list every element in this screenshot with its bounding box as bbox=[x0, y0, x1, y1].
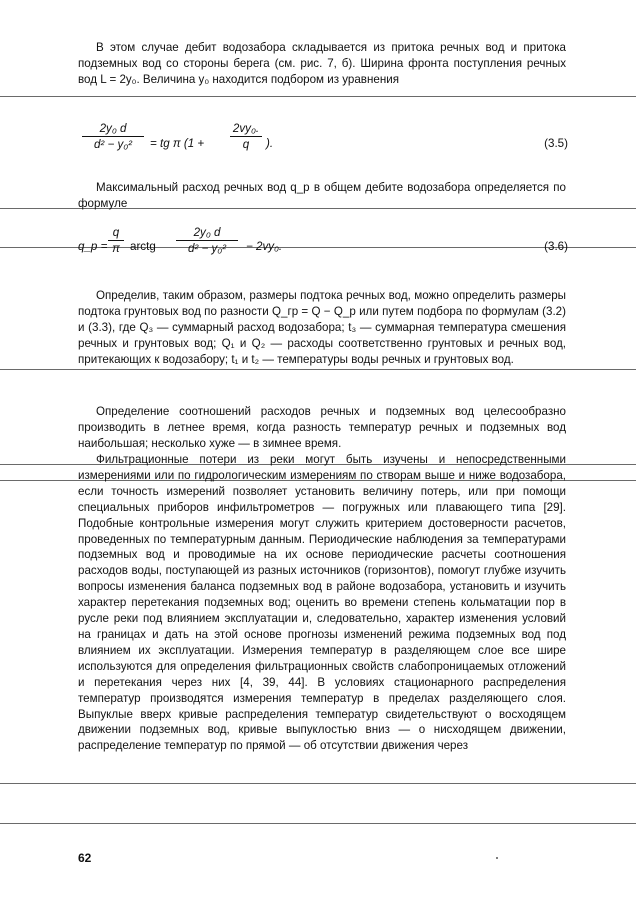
paragraph-seasonal-measurement: Определение соотношений расходов речных и подземных вод целесообразно производить в летнее время, когда разность температур речных и подземных вод наибольшая; несколько хуже — в зимнее время. bbox=[78, 405, 566, 450]
eq1-numerator: 2y₀ d bbox=[99, 122, 127, 135]
paragraph-groundwater-inflow: Определив, таким образом, размеры подтока речных вод, можно определить размеры подтока грунтовых вод по разности Q_гр = Q − Q_р или путем подбора по формулам (3.2) и (3.3), где Q₃ — суммарный расход водозабора; t₃ — суммарная температура смешения речных и грунтовых вод; Q₁ и Q₂ — расходы соответственно грунтовых и речных вод, притекающих к водозабору; t₁ и t₂ — температуры воды речных и грунтовых вод. bbox=[78, 289, 566, 366]
eq1-middle: = tg π (1 + bbox=[150, 137, 205, 150]
eq1-denominator: d² − y₀² bbox=[93, 138, 133, 151]
eq2-fraction-2 bbox=[176, 226, 238, 255]
eq1-inner-fraction bbox=[230, 122, 262, 151]
paragraph-filtration-losses: Фильтрационные потери из реки могут быть изучены и непосредственными измерениями или по гидрологическим измерениям по створам выше и ниже водозабора, если точность измерений позволяет установить величину потерь, или при помощи специальных приборов инфильтрометров — погружных или плавающего типа [29]. Подобные контрольные измерения могут служить критерием достоверности расчетов, проведенных по температурным данным. Периодические наблюдения за температурами подземных вод и проводимые на их основе периодические расчеты соотношения расходов воды, поступающей из разных источников (горизонтов), помогут глубже изучить вопросы изменения баланса подземных вод в районе водозабора, установить и изучить характер перетекания подземных вод; оценить во времени степень кольматации пор в русле реки под влиянием эксплуатации и, следовательно, характер изменения условий на границах и дать на этой основе прогнозы изменений режима подземных вод под влиянием их эксплуатации. Измерения температур в разделяющем слое все шире используются для определения фильтрационных свойств слабопроницаемых отложений и перетекания через них [4, 39, 44]. В условиях стационарного распределения температур производятся измерения температур в пределах разделяющего слоя. Выпуклые вверх кривые распределения температур свидетельствуют о восходящем движении подземных вод, кривые выпуклостью вниз — о нисходящем движении, распределение температур по прямой — об отсутствии движения через bbox=[78, 453, 566, 753]
page-number: 62 bbox=[78, 851, 92, 865]
equation-number-3-5: (3.5) bbox=[544, 137, 568, 150]
scan-line bbox=[0, 823, 636, 824]
eq2-tail: − 2vy₀. bbox=[246, 240, 283, 253]
eq1-tail: ). bbox=[266, 137, 274, 150]
eq1-inner-denominator: q bbox=[242, 138, 250, 151]
equation-number-3-6: (3.6) bbox=[544, 240, 568, 253]
eq2-frac1-denominator: π bbox=[112, 242, 120, 255]
scan-line bbox=[0, 369, 636, 370]
scan-speck bbox=[496, 857, 498, 859]
intro-paragraph: В этом случае дебит водозабора складывается из притока речных вод и притока подземных вод со стороны берега (см. рис. 7, б). Ширина фронта поступления речных вод L = 2y₀. Величина y₀ находится подбором из уравнения bbox=[78, 41, 566, 86]
eq2-arctg: arctg bbox=[130, 240, 156, 253]
paragraph-max-river-flow: Максимальный расход речных вод q_р в общем дебите водозабора определяется по формуле bbox=[78, 181, 566, 210]
eq2-frac2-numerator: 2y₀ d bbox=[193, 226, 221, 239]
scan-line bbox=[0, 96, 636, 97]
eq2-frac1-numerator: q bbox=[112, 226, 120, 239]
eq2-lhs: q_р = bbox=[78, 240, 108, 253]
eq1-fraction bbox=[82, 122, 144, 151]
eq2-frac2-denominator: d² − y₀² bbox=[187, 242, 227, 255]
eq1-inner-numerator: 2vy₀. bbox=[232, 122, 260, 135]
equation-3-6 bbox=[78, 226, 568, 272]
scan-line bbox=[0, 783, 636, 784]
eq2-fraction-1 bbox=[108, 226, 124, 255]
equation-3-5 bbox=[78, 122, 568, 170]
